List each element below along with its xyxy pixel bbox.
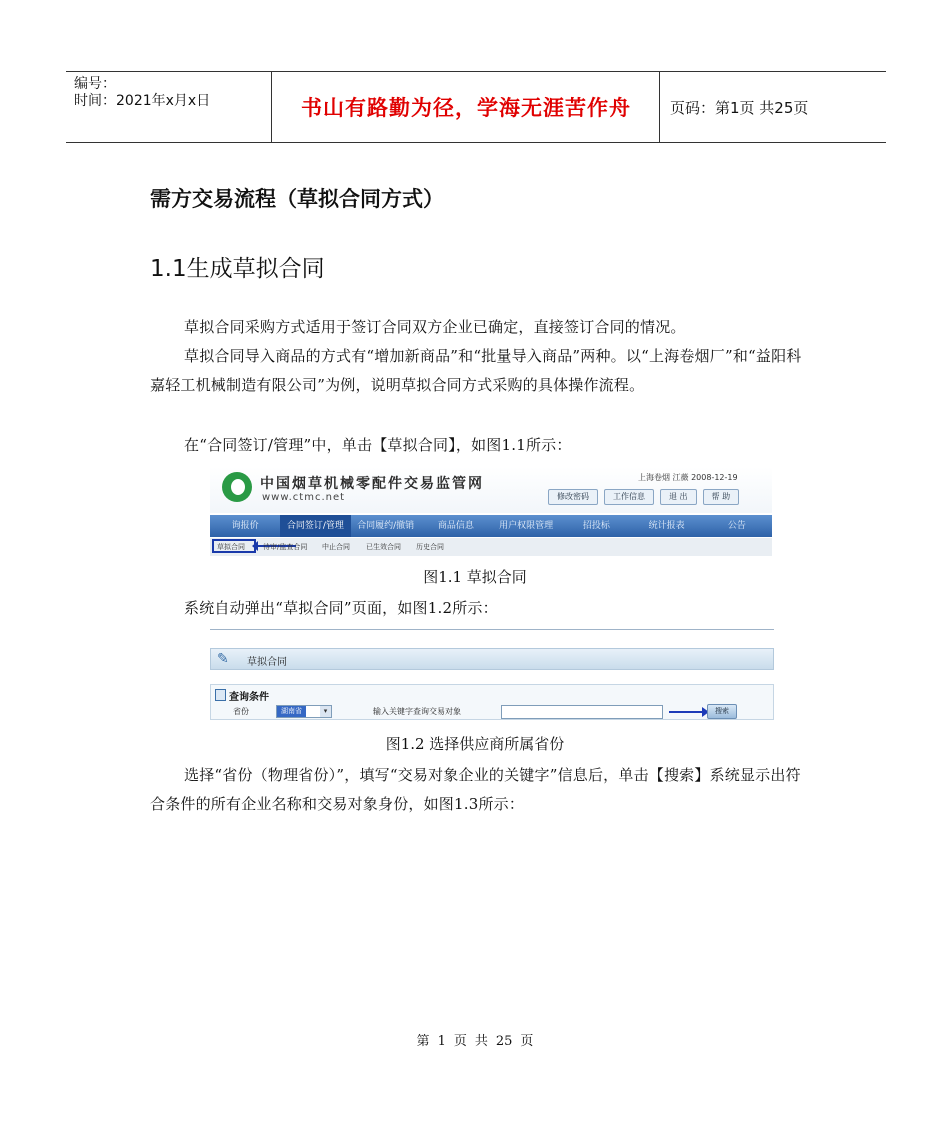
change-password-button[interactable]: 修改密码 [548,489,598,505]
paragraph-3: 在“合同签订/管理”中，单击【草拟合同】，如图1.1所示： [184,436,572,454]
site-subnav [210,538,772,556]
document-header [66,71,886,143]
user-info: 上海卷烟 江薇 2008-12-19 [638,473,738,482]
site-header [210,467,772,513]
subnav-effective-contract[interactable]: 已生效合同 [366,543,401,551]
keyword-label: 输入关键字查询交易对象 [373,707,461,716]
province-value: 湖南省 [277,706,306,717]
paragraph-2: 草拟合同导入商品的方式有“增加新商品”和“批量导入商品”两种。以“上海卷烟厂”和“益阳科嘉轻工机械制造有限公司”为例，说明草拟合同方式采购的具体操作流程。 [150,347,802,394]
query-title-text: 查询条件 [229,692,269,703]
paragraph-1: 草拟合同采购方式适用于签订合同双方企业已确定，直接签订合同的情况。 [184,318,686,336]
divider [210,629,774,630]
chevron-down-icon: ▾ [320,706,331,717]
help-button[interactable]: 帮 助 [703,489,740,505]
figure-1-1-caption: 图1.1 草拟合同 [423,568,527,586]
figure-1-2-caption: 图1.2 选择供应商所属省份 [385,735,565,753]
subnav-suspended-contract[interactable]: 中止合同 [322,543,350,551]
work-info-button[interactable]: 工作信息 [604,489,654,505]
keyword-input[interactable] [501,705,663,719]
document-title: 需方交易流程（草拟合同方式） [150,187,444,211]
figure-1-2-screenshot [210,641,774,721]
nav-item-fulfillment[interactable]: 合同履约/撤销 [357,521,415,531]
footer-text: 共 [474,1034,488,1049]
page-footer [0,1030,950,1049]
nav-item-quote[interactable]: 询报价 [231,521,259,531]
site-logo-icon [222,472,252,502]
nav-item-contract[interactable]: 合同签订/管理 [280,515,350,537]
province-label: 省份 [233,707,249,716]
query-panel [210,684,774,720]
search-button[interactable]: 搜索 [707,704,737,719]
subnav-pending-contract[interactable]: 待审/监查合同 [263,543,308,551]
site-buttons [548,489,739,505]
site-name: 中国烟草机械零配件交易监管网 [260,476,484,492]
footer-total-pages: 25 [495,1034,513,1049]
paragraph-5: 选择“省份（物理省份）”，填写“交易对象企业的关键字”信息后，单击【搜索】系统显示出符合条件的所有企业名称和交易对象身份，如图1.3所示： [150,766,801,813]
nav-item-permissions[interactable]: 用户权限管理 [499,521,554,531]
page-title: 草拟合同 [247,657,287,668]
subnav-history-contract[interactable]: 历史合同 [416,543,444,551]
pointer-arrow [669,711,703,713]
site-url: www.ctmc.net [262,492,346,503]
pen-icon: ✎ [217,651,229,667]
site-nav [210,515,772,537]
paragraph-4: 系统自动弹出“草拟合同”页面，如图1.2所示： [184,599,498,617]
footer-page-number: 1 [437,1034,446,1049]
page-title-bar [210,648,774,670]
serial-label: 编号： [74,76,116,92]
time-label: 时间：2021年x月x日 [74,93,211,109]
page-label: 页码：第1页 共25页 [670,98,809,117]
footer-text: 第 [416,1034,430,1049]
section-title: 1.1生成草拟合同 [150,256,325,282]
figure-1-1-screenshot [210,467,772,556]
footer-text: 页 [520,1034,534,1049]
footer-text: 页 [453,1034,467,1049]
query-title [215,688,269,703]
province-select[interactable] [276,705,332,718]
nav-item-notices[interactable]: 公告 [727,521,746,531]
motto: 书山有路勤为径，学海无涯苦作舟 [273,72,660,142]
header-meta-cell [66,72,272,142]
nav-item-bidding[interactable]: 招投标 [582,521,610,531]
logout-button[interactable]: 退 出 [660,489,697,505]
nav-item-reports[interactable]: 统计报表 [648,521,685,531]
document-icon [215,689,226,701]
nav-item-products[interactable]: 商品信息 [437,521,474,531]
subnav-draft-contract[interactable]: 草拟合同 [217,543,245,551]
